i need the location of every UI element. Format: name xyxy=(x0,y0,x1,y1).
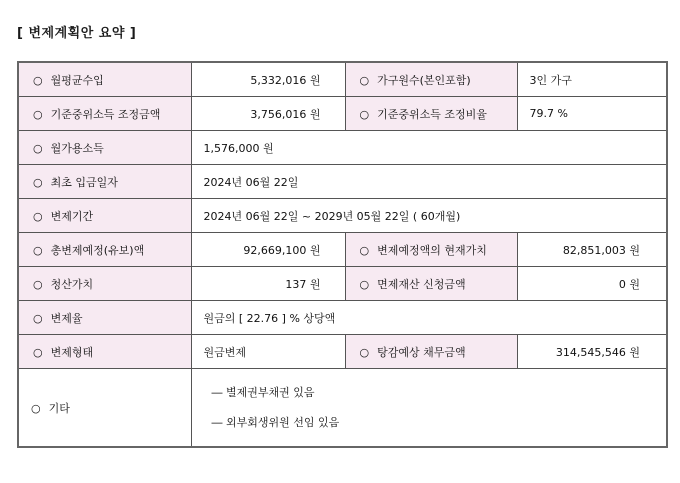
value-household-size: 3인 가구 xyxy=(517,62,667,97)
label-cell xyxy=(18,165,191,199)
value-disposable-income: 1,576,000 원 xyxy=(191,131,667,165)
label-cell xyxy=(18,267,191,301)
value-present-value: 82,851,003 원 xyxy=(517,233,667,267)
circle-bullet-icon: ○ xyxy=(33,311,43,325)
circle-bullet-icon: ○ xyxy=(31,401,41,415)
label-monthly-income: 월평균수입 xyxy=(50,73,104,87)
table-row xyxy=(18,131,667,165)
label-median-adjusted-amount: 기준중위소득 조정금액 xyxy=(50,107,161,121)
label-cell xyxy=(18,199,191,233)
label-other: 기타 xyxy=(48,401,70,415)
circle-bullet-icon: ○ xyxy=(359,243,370,257)
value-exempt-property: 0 원 xyxy=(517,267,667,301)
value-median-adjusted-ratio: 79.7 % xyxy=(517,97,667,131)
page-title: [ 변제계획안 요약 ] xyxy=(17,26,137,41)
value-liquidation-value: 137 원 xyxy=(191,267,345,301)
value-repayment-rate: 원금의 [ 22.76 ] % 상당액 xyxy=(191,301,667,335)
circle-bullet-icon: ○ xyxy=(33,73,43,87)
table-row xyxy=(18,97,667,131)
circle-bullet-icon: ○ xyxy=(359,277,370,291)
value-expected-forgiveness: 314,545,546 원 xyxy=(517,335,667,369)
label-cell xyxy=(18,233,191,267)
value-median-adjusted-amount: 3,756,016 원 xyxy=(191,97,345,131)
table-row xyxy=(18,165,667,199)
value-total-repayment: 92,669,100 원 xyxy=(191,233,345,267)
table-row xyxy=(18,199,667,233)
label-cell xyxy=(345,97,517,131)
value-other xyxy=(191,369,667,448)
label-median-adjusted-ratio: 기준중위소득 조정비율 xyxy=(377,107,487,121)
label-expected-forgiveness: 탕감예상 채무금액 xyxy=(377,345,466,359)
table-row xyxy=(18,335,667,369)
label-cell xyxy=(345,233,517,267)
label-repayment-period: 변제기간 xyxy=(50,209,94,223)
label-first-payment-date: 최초 입금일자 xyxy=(50,175,118,189)
table-row xyxy=(18,369,667,448)
label-present-value: 변제예정액의 현재가치 xyxy=(377,243,487,257)
value-repayment-period: 2024년 06월 22일 ~ 2029년 05월 22일 ( 60개월) xyxy=(191,199,667,233)
misc-line-external-trustee: ― 외부회생위원 선임 있음 xyxy=(211,415,340,429)
label-exempt-property: 면제재산 신청금액 xyxy=(377,277,466,291)
table-row xyxy=(18,233,667,267)
label-cell xyxy=(18,335,191,369)
circle-bullet-icon: ○ xyxy=(33,107,43,121)
circle-bullet-icon: ○ xyxy=(359,345,370,359)
label-cell xyxy=(18,62,191,97)
value-first-payment-date: 2024년 06월 22일 xyxy=(191,165,667,199)
label-liquidation-value: 청산가치 xyxy=(50,277,94,291)
circle-bullet-icon: ○ xyxy=(33,175,43,189)
label-cell xyxy=(345,335,517,369)
label-cell xyxy=(18,369,191,448)
circle-bullet-icon: ○ xyxy=(359,107,370,121)
circle-bullet-icon: ○ xyxy=(33,277,43,291)
table-row xyxy=(18,301,667,335)
label-household-size: 가구원수(본인포함) xyxy=(377,73,471,87)
table-row xyxy=(18,62,667,97)
plan-summary-table xyxy=(17,61,668,448)
value-monthly-income: 5,332,016 원 xyxy=(191,62,345,97)
label-cell xyxy=(18,301,191,335)
value-repayment-type: 원금변제 xyxy=(191,335,345,369)
label-cell xyxy=(18,97,191,131)
misc-line-secured-claims: ― 별제권부채권 있음 xyxy=(211,385,315,399)
label-cell xyxy=(345,62,517,97)
label-cell xyxy=(18,131,191,165)
circle-bullet-icon: ○ xyxy=(359,73,370,87)
circle-bullet-icon: ○ xyxy=(33,345,43,359)
label-cell xyxy=(345,267,517,301)
table-row xyxy=(18,267,667,301)
circle-bullet-icon: ○ xyxy=(33,141,43,155)
label-total-repayment: 총변제예정(유보)액 xyxy=(50,243,145,257)
circle-bullet-icon: ○ xyxy=(33,209,43,223)
label-disposable-income: 월가용소득 xyxy=(50,141,104,155)
label-repayment-rate: 변제율 xyxy=(50,311,83,325)
circle-bullet-icon: ○ xyxy=(33,243,43,257)
label-repayment-type: 변제형태 xyxy=(50,345,94,359)
